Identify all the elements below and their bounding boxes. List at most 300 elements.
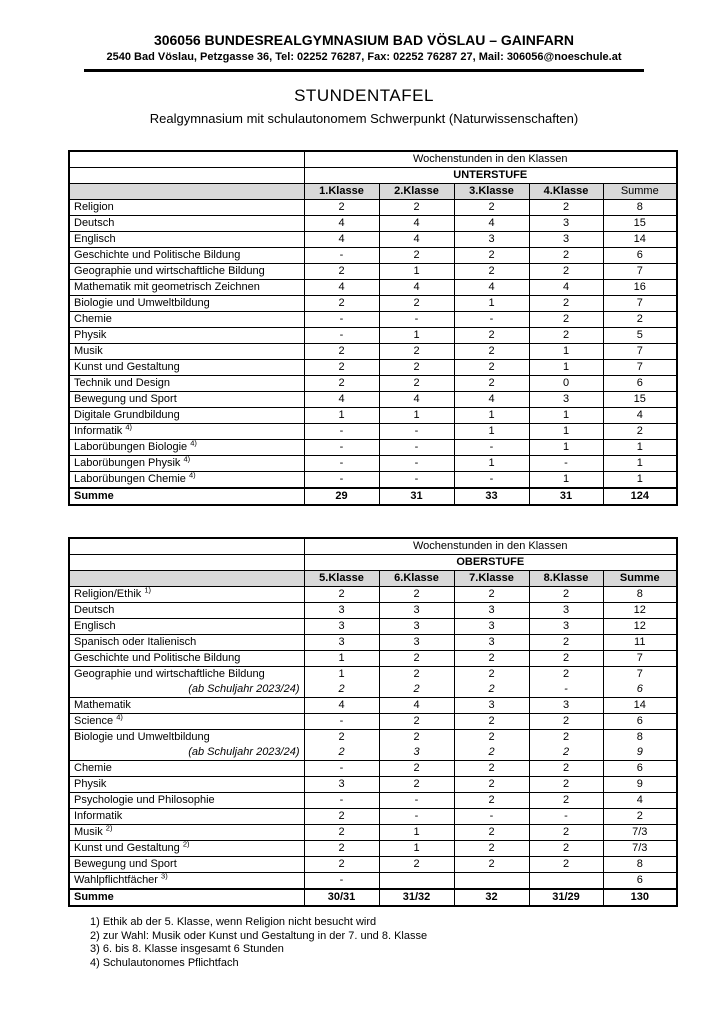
value-cell: 14 <box>603 698 677 714</box>
subject-sub-label: (ab Schuljahr 2023/24) <box>188 746 300 758</box>
column-header: 3.Klasse <box>454 184 529 200</box>
value-cell: 31 <box>379 488 454 505</box>
table-row <box>69 857 677 873</box>
table-row <box>69 841 677 857</box>
footnote-marker: 2) <box>182 840 190 849</box>
subject-cell <box>69 392 304 408</box>
document-subtitle: Realgymnasium mit schulautonomem Schwerpunkt (Naturwissenschaften) <box>149 111 579 126</box>
table-row <box>69 216 677 232</box>
table-row <box>69 408 677 424</box>
value-cell: 3 <box>529 603 603 619</box>
value-cell: 7 <box>603 651 677 667</box>
column-header: 8.Klasse <box>529 571 603 587</box>
value-cell: 7/3 <box>603 841 677 857</box>
subject-label: Deutsch <box>74 217 115 229</box>
footnote: 2) zur Wahl: Musik oder Kunst und Gestaltung in der 7. und 8. Klasse <box>90 929 428 942</box>
value-cell: 4 <box>304 232 379 248</box>
value-cell: 2 <box>454 857 529 873</box>
value-cell: 4 <box>379 232 454 248</box>
table-row <box>69 440 677 456</box>
value-cell: 4 <box>454 216 529 232</box>
value-cell: 4 <box>379 216 454 232</box>
subject-label: Physik <box>74 329 107 341</box>
column-header-row <box>69 571 677 587</box>
subject-label: Summe <box>74 490 114 502</box>
value-cell: 130 <box>603 889 677 906</box>
value-cell: - <box>304 714 379 730</box>
value-cell: 1 <box>529 344 603 360</box>
footnote: 1) Ethik ab der 5. Klasse, wenn Religion nicht besucht wird <box>90 916 377 928</box>
table-row <box>69 424 677 440</box>
subject-cell <box>69 841 304 857</box>
value-cell: 6 <box>603 873 677 890</box>
table-row <box>69 344 677 360</box>
value-cell: 2 <box>454 841 529 857</box>
value-cell: 2 <box>529 200 603 216</box>
subject-cell <box>69 809 304 825</box>
table-row <box>69 472 677 489</box>
value-cell: 1 <box>603 472 677 489</box>
value-cell: - <box>304 424 379 440</box>
subject-label: Summe <box>74 891 114 903</box>
value-cell: 2 <box>529 761 603 777</box>
corner-cell <box>69 168 304 184</box>
table-row <box>69 232 677 248</box>
value-cell: 31/29 <box>529 889 603 906</box>
subject-cell <box>69 873 304 890</box>
subject-cell <box>69 424 304 440</box>
value-cell: 1 <box>454 424 529 440</box>
table-row <box>69 280 677 296</box>
value-cell: 2 <box>304 344 379 360</box>
value-cell: 2 <box>454 376 529 392</box>
value-cell: - <box>379 456 454 472</box>
subject-cell <box>69 698 304 714</box>
column-header: Summe <box>603 184 677 200</box>
table-header-row <box>69 555 677 571</box>
value-cell: 2 <box>379 344 454 360</box>
subject-cell <box>69 651 304 667</box>
value-cell: 4 <box>529 280 603 296</box>
subject-cell <box>69 376 304 392</box>
table-row <box>69 809 677 825</box>
value-cell: 1 <box>379 408 454 424</box>
subject-cell <box>69 635 304 651</box>
value-cell: 4 <box>304 698 379 714</box>
value-cell: 4 <box>379 392 454 408</box>
value-cell: 31/32 <box>379 889 454 906</box>
value-cell: 2 <box>529 841 603 857</box>
value-cell <box>379 873 454 890</box>
value-cell: 3 <box>379 603 454 619</box>
corner-cell <box>69 184 304 200</box>
value-cell: 2 - <box>529 667 603 698</box>
value-cell: 2 <box>379 714 454 730</box>
table-row <box>69 264 677 280</box>
value-cell: 1 <box>529 440 603 456</box>
footnote-marker: 4) <box>190 439 197 448</box>
subject-label: Spanisch oder Italienisch <box>74 636 197 648</box>
value-cell: 2 <box>529 296 603 312</box>
value-cell: 1 <box>529 472 603 489</box>
value-cell: 2 2 <box>529 730 603 761</box>
value-cell: 31 <box>529 488 603 505</box>
footnote: 3) 6. bis 8. Klasse insgesamt 6 Stunden <box>90 943 284 955</box>
footnote: 4) Schulautonomes Pflichtfach <box>90 956 239 969</box>
footnote-marker: 4) <box>116 713 123 722</box>
value-cell: - <box>304 456 379 472</box>
subject-cell <box>69 472 304 489</box>
table-header-row <box>69 151 677 168</box>
document-title: STUNDENTAFEL <box>294 86 434 105</box>
corner-cell <box>69 555 304 571</box>
table-row <box>69 200 677 216</box>
value-cell: 3 <box>304 635 379 651</box>
table-row <box>69 698 677 714</box>
week-hours-header: Wochenstunden in den Klassen <box>304 151 677 168</box>
value-cell: 2 <box>379 651 454 667</box>
value-cell: 15 <box>603 216 677 232</box>
footnote-marker: 1) <box>144 586 151 595</box>
value-cell: 2 <box>529 793 603 809</box>
footnotes <box>90 916 427 970</box>
value-cell: 2 <box>603 809 677 825</box>
value-cell: 2 <box>304 841 379 857</box>
value-cell: - <box>379 424 454 440</box>
subject-cell <box>69 296 304 312</box>
value-cell: 2 <box>529 825 603 841</box>
value-cell: 2 <box>529 651 603 667</box>
value-cell: 4 <box>304 392 379 408</box>
value-cell: 1 <box>603 456 677 472</box>
value-cell: 1 <box>379 825 454 841</box>
value-cell: 12 <box>603 619 677 635</box>
value-cell: 1 <box>529 408 603 424</box>
table-row <box>69 296 677 312</box>
value-cell: 33 <box>454 488 529 505</box>
value-cell: 7 6 <box>603 667 677 698</box>
table-row <box>69 392 677 408</box>
value-cell: 2 2 <box>454 667 529 698</box>
oberstufe-table-wrapper <box>68 537 678 907</box>
value-cell: 2 2 <box>304 730 379 761</box>
value-cell: 3 <box>529 216 603 232</box>
value-cell: 2 <box>454 651 529 667</box>
column-header: 6.Klasse <box>379 571 454 587</box>
subject-cell <box>69 730 304 761</box>
table-row <box>69 714 677 730</box>
subject-cell <box>69 603 304 619</box>
value-cell: 4 <box>603 793 677 809</box>
school-name: 306056 BUNDESREALGYMNASIUM BAD VÖSLAU – GAINFARN <box>153 32 575 48</box>
value-cell: - <box>529 809 603 825</box>
subject-label: Digitale Grundbildung <box>74 409 180 421</box>
subject-label: Laborübungen Chemie <box>74 473 186 485</box>
value-cell: 2 <box>379 777 454 793</box>
footnote-marker: 4) <box>125 423 133 432</box>
value-cell: 2 <box>379 296 454 312</box>
table-row <box>69 619 677 635</box>
table-row <box>69 587 677 603</box>
table-row <box>69 488 677 505</box>
value-cell: 2 <box>304 825 379 841</box>
subject-label: Psychologie und Philosophie <box>74 794 215 806</box>
value-cell: 3 <box>529 619 603 635</box>
table-row <box>69 761 677 777</box>
subject-label: Bewegung und Sport <box>74 858 177 870</box>
table-row <box>69 793 677 809</box>
subject-cell <box>69 488 304 505</box>
value-cell: 1 <box>529 360 603 376</box>
value-cell: 2 <box>529 635 603 651</box>
value-cell: 2 <box>454 200 529 216</box>
subject-cell <box>69 440 304 456</box>
letterhead-rule <box>84 69 644 72</box>
table-row <box>69 635 677 651</box>
corner-cell <box>69 151 304 168</box>
value-cell: 2 <box>304 587 379 603</box>
column-header: 5.Klasse <box>304 571 379 587</box>
value-cell: 2 <box>454 248 529 264</box>
value-cell: 6 <box>603 248 677 264</box>
value-cell: 2 <box>454 793 529 809</box>
school-address: 2540 Bad Vöslau, Petzgasse 36, Tel: 02252 76287, Fax: 02252 76287 27, Mail: 306056@noeschule.at <box>106 51 622 63</box>
subject-cell <box>69 232 304 248</box>
value-cell: 2 <box>304 857 379 873</box>
corner-cell <box>69 571 304 587</box>
value-cell: 8 <box>603 857 677 873</box>
subject-cell <box>69 793 304 809</box>
value-cell: 3 <box>304 603 379 619</box>
table-row <box>69 312 677 328</box>
value-cell: 11 <box>603 635 677 651</box>
subject-cell <box>69 587 304 603</box>
value-cell: - <box>304 328 379 344</box>
subject-label: Geschichte und Politische Bildung <box>74 652 241 664</box>
table-row <box>69 730 677 761</box>
column-header-row <box>69 184 677 200</box>
subject-label: Kunst und Gestaltung <box>74 361 180 373</box>
subject-label: Informatik <box>74 425 123 437</box>
value-cell: 2 <box>529 328 603 344</box>
subject-cell <box>69 825 304 841</box>
table-row <box>69 889 677 906</box>
table-header-row <box>69 538 677 555</box>
value-cell: 16 <box>603 280 677 296</box>
value-cell: 2 <box>454 360 529 376</box>
value-cell: 2 <box>603 424 677 440</box>
subject-cell <box>69 360 304 376</box>
column-header: 2.Klasse <box>379 184 454 200</box>
value-cell: 2 <box>454 761 529 777</box>
value-cell: 5 <box>603 328 677 344</box>
value-cell: 15 <box>603 392 677 408</box>
subject-label: Musik <box>74 345 103 357</box>
table-row <box>69 651 677 667</box>
value-cell: 2 <box>529 587 603 603</box>
table-row <box>69 328 677 344</box>
subject-cell <box>69 761 304 777</box>
table-row <box>69 456 677 472</box>
subject-label: Technik und Design <box>74 377 171 389</box>
subject-label: Chemie <box>74 762 112 774</box>
stage-header: OBERSTUFE <box>304 555 677 571</box>
subject-label: Geschichte und Politische Bildung <box>74 249 241 261</box>
value-cell: 2 <box>304 200 379 216</box>
stage-header: UNTERSTUFE <box>304 168 677 184</box>
value-cell: 2 2 <box>379 667 454 698</box>
subject-label: Religion/Ethik <box>74 588 142 600</box>
subject-cell <box>69 619 304 635</box>
value-cell: 3 <box>454 232 529 248</box>
value-cell: 4 <box>379 280 454 296</box>
value-cell: 6 <box>603 376 677 392</box>
unterstufe-table-wrapper <box>68 150 678 506</box>
subject-label: Biologie und Umweltbildung <box>74 297 210 309</box>
value-cell: 1 <box>304 651 379 667</box>
subject-label: Bewegung und Sport <box>74 393 177 405</box>
table-row <box>69 248 677 264</box>
footnote-marker: 3) <box>161 872 168 881</box>
subject-cell <box>69 777 304 793</box>
value-cell: 4 <box>454 280 529 296</box>
value-cell: 4 <box>454 392 529 408</box>
footnote-marker: 2) <box>105 824 113 833</box>
value-cell: 2 <box>379 857 454 873</box>
value-cell: 9 <box>603 777 677 793</box>
value-cell: 4 <box>304 280 379 296</box>
value-cell: 3 <box>454 619 529 635</box>
value-cell: 2 2 <box>454 730 529 761</box>
value-cell: - <box>379 793 454 809</box>
corner-cell <box>69 538 304 555</box>
value-cell: - <box>304 248 379 264</box>
value-cell: 2 <box>304 376 379 392</box>
subject-label: Geographie und wirtschaftliche Bildung <box>74 265 265 277</box>
value-cell: 2 <box>379 376 454 392</box>
value-cell: 2 <box>379 248 454 264</box>
footnote-marker: 4) <box>183 455 191 464</box>
subject-label: Englisch <box>74 620 116 632</box>
value-cell: 4 <box>304 216 379 232</box>
value-cell: - <box>304 873 379 890</box>
value-cell: 2 <box>454 264 529 280</box>
value-cell: 2 <box>529 248 603 264</box>
footnote-marker: 4) <box>188 471 196 480</box>
oberstufe-table <box>68 537 678 907</box>
value-cell: - <box>454 809 529 825</box>
value-cell: 2 <box>529 777 603 793</box>
value-cell: 1 <box>379 328 454 344</box>
subject-cell <box>69 344 304 360</box>
value-cell: - <box>304 793 379 809</box>
subject-cell <box>69 248 304 264</box>
subject-cell <box>69 312 304 328</box>
value-cell: - <box>379 312 454 328</box>
value-cell: 2 <box>529 264 603 280</box>
subject-label: Mathematik mit geometrisch Zeichnen <box>74 281 260 293</box>
subject-cell <box>69 889 304 906</box>
value-cell: 6 <box>603 714 677 730</box>
value-cell: 32 <box>454 889 529 906</box>
table-row <box>69 376 677 392</box>
value-cell: 2 <box>529 857 603 873</box>
subject-cell <box>69 714 304 730</box>
value-cell: - <box>454 472 529 489</box>
value-cell: 8 <box>603 587 677 603</box>
value-cell: 7 <box>603 264 677 280</box>
value-cell: - <box>304 440 379 456</box>
subject-cell <box>69 408 304 424</box>
value-cell: 3 <box>304 619 379 635</box>
subject-cell <box>69 328 304 344</box>
value-cell: - <box>529 456 603 472</box>
value-cell: - <box>304 761 379 777</box>
subject-cell <box>69 667 304 698</box>
value-cell: 2 <box>529 312 603 328</box>
subject-label: Geographie und wirtschaftliche Bildung <box>74 668 265 680</box>
subject-label: Englisch <box>74 233 116 245</box>
value-cell: 3 <box>454 698 529 714</box>
week-hours-header: Wochenstunden in den Klassen <box>304 538 677 555</box>
subject-label: Laborübungen Physik <box>74 457 181 469</box>
subject-cell <box>69 200 304 216</box>
value-cell: 2 <box>304 809 379 825</box>
subject-label: Deutsch <box>74 604 115 616</box>
subject-cell <box>69 216 304 232</box>
value-cell: 1 <box>454 296 529 312</box>
value-cell: 1 <box>379 841 454 857</box>
value-cell: 7/3 <box>603 825 677 841</box>
value-cell: 30/31 <box>304 889 379 906</box>
value-cell: 0 <box>529 376 603 392</box>
table-row <box>69 873 677 890</box>
value-cell: 2 <box>454 714 529 730</box>
value-cell: 4 <box>603 408 677 424</box>
value-cell: 2 <box>379 360 454 376</box>
table-header-row <box>69 168 677 184</box>
value-cell: 3 <box>454 635 529 651</box>
table-row <box>69 825 677 841</box>
value-cell: 12 <box>603 603 677 619</box>
subject-label: Informatik <box>74 810 123 822</box>
value-cell: 3 <box>454 603 529 619</box>
value-cell <box>454 873 529 890</box>
value-cell: - <box>304 312 379 328</box>
subject-cell <box>69 280 304 296</box>
value-cell: 1 <box>379 264 454 280</box>
subject-label: Mathematik <box>74 699 131 711</box>
value-cell: 6 <box>603 761 677 777</box>
value-cell: 1 2 <box>304 667 379 698</box>
value-cell: - <box>454 440 529 456</box>
subject-label: Biologie und Umweltbildung <box>74 731 210 743</box>
subject-sub-label: (ab Schuljahr 2023/24) <box>188 683 300 695</box>
subject-label: Religion <box>74 201 114 213</box>
value-cell: 2 <box>304 360 379 376</box>
value-cell: 2 <box>379 761 454 777</box>
value-cell <box>529 873 603 890</box>
value-cell: 3 <box>529 392 603 408</box>
table-row <box>69 603 677 619</box>
value-cell: 1 <box>529 424 603 440</box>
value-cell: 2 <box>529 714 603 730</box>
value-cell: 2 <box>454 825 529 841</box>
subject-label: Science <box>74 715 114 727</box>
value-cell: 1 <box>603 440 677 456</box>
value-cell: 2 <box>379 200 454 216</box>
subject-label: Chemie <box>74 313 112 325</box>
